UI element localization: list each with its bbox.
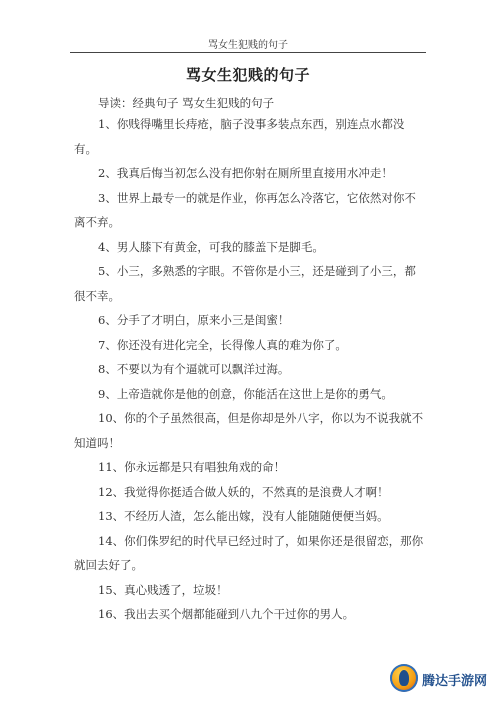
watermark-text: 腾达手游网	[422, 674, 488, 689]
list-item: 11、你永远都是只有唱独角戏的命！	[98, 460, 286, 474]
header-rule	[70, 52, 426, 53]
intro-text: 导读：经典句子 骂女生犯贱的句子	[98, 96, 275, 110]
entry-list	[74, 112, 424, 627]
list-item: 3、世界上最专一的就是作业，你再怎么冷落它，它依然对你不离不弃。	[74, 190, 416, 229]
list-item: 1、你贱得嘴里长痔疮，脑子没事多装点东西，别连点水都没有。	[74, 117, 405, 156]
site-watermark	[388, 662, 488, 694]
list-item: 12、我觉得你挺适合做人妖的，不然真的是浪费人才啊！	[98, 484, 389, 499]
list-item: 7、你还没有进化完全，长得像人真的难为你了。	[98, 337, 347, 352]
list-item: 2、我真后悔当初怎么没有把你射在厕所里直接用水冲走！	[98, 166, 393, 180]
list-item: 8、不要以为有个逼就可以飘洋过海。	[98, 362, 290, 376]
running-header: 骂女生犯贱的句子	[208, 40, 288, 51]
list-item: 6、分手了才明白，原来小三是闺蜜！	[98, 313, 290, 327]
list-item: 16、我出去买个烟都能碰到八九个干过你的男人。	[98, 607, 355, 621]
mascot-logo-icon	[390, 664, 418, 692]
list-item: 10、你的个子虽然很高，但是你却是外八字，你以为不说我就不知道吗！	[74, 411, 424, 450]
document-title: 骂女生犯贱的句子	[185, 66, 310, 84]
list-item: 4、男人膝下有黄金，可我的膝盖下是脚毛。	[98, 239, 324, 254]
list-item: 9、上帝造就你是他的创意，你能活在这世上是你的勇气。	[98, 386, 393, 401]
list-item: 5、小三，多熟悉的字眼。不管你是小三，还是碰到了小三，都很不幸。	[74, 264, 416, 303]
list-item: 13、不经历人渣，怎么能出嫁，没有人能随随便便当妈。	[98, 509, 389, 523]
list-item: 15、真心贱透了，垃圾！	[98, 582, 228, 597]
list-item: 14、你们侏罗纪的时代早已经过时了，如果你还是很留恋，那你就回去好了。	[74, 533, 424, 572]
